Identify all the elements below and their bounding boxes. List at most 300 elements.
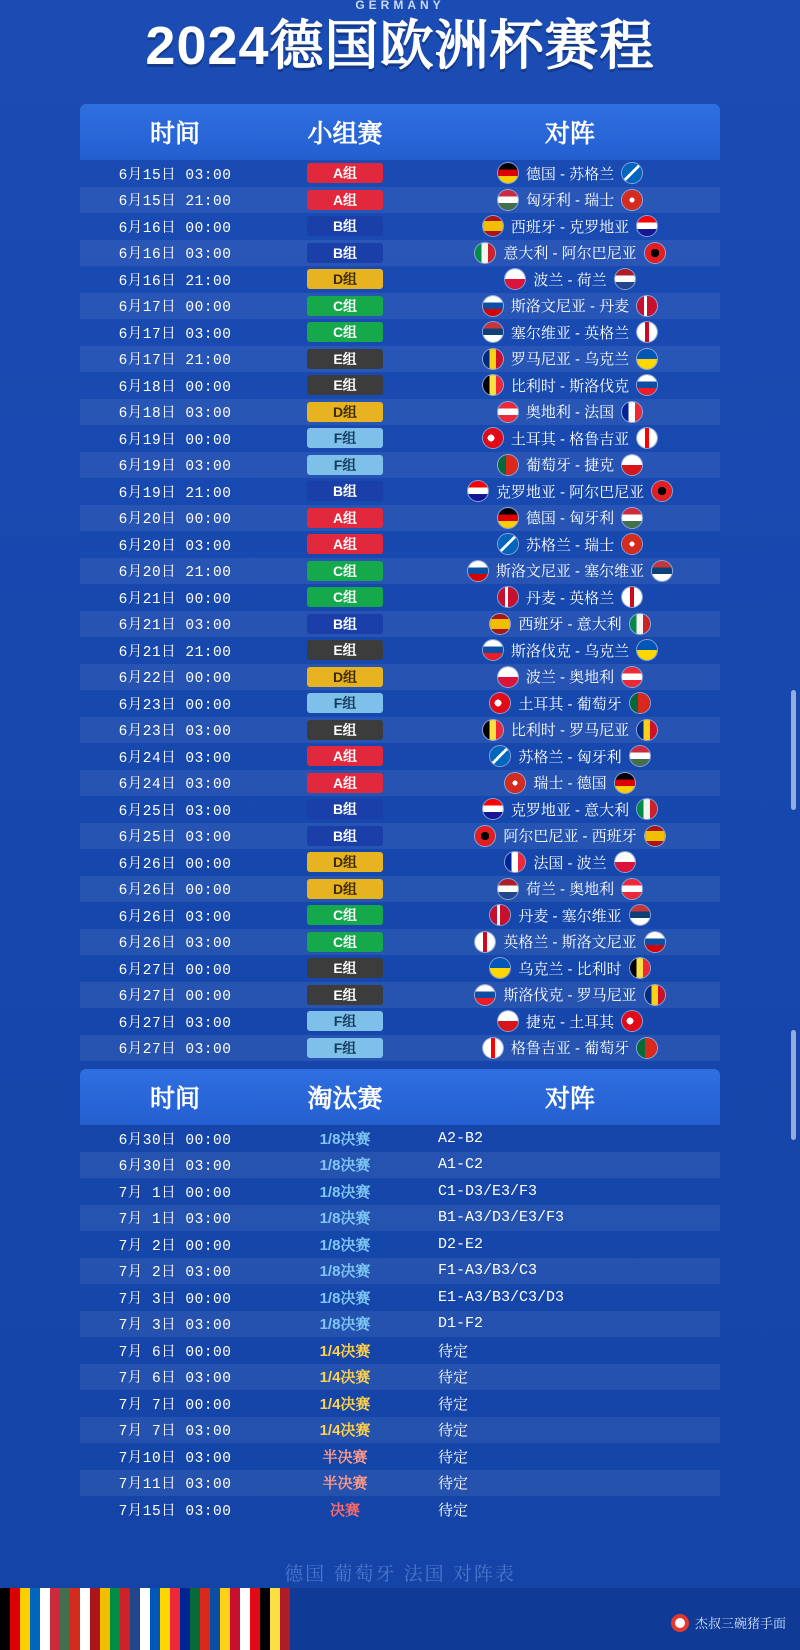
ribbon-stripe	[10, 1588, 20, 1650]
knockout-stage-header	[80, 1069, 720, 1125]
group-badge: A组	[307, 534, 383, 554]
table-row	[80, 1496, 720, 1523]
flag-icon-sk	[637, 375, 657, 395]
match-cell	[420, 746, 720, 767]
match-cell	[420, 1446, 720, 1467]
group-cell	[270, 826, 420, 846]
match-cell	[420, 295, 720, 316]
group-badge: E组	[307, 349, 383, 369]
match-time: 6月26日 03:00	[118, 936, 232, 953]
group-cell	[270, 349, 420, 369]
flag-icon-dk	[637, 296, 657, 316]
group-badge: E组	[307, 985, 383, 1005]
match-code: 待定	[438, 1502, 469, 1520]
flag-icon-ua	[637, 640, 657, 660]
match-teams: 土耳其 - 葡萄牙	[518, 695, 622, 713]
header-stage-ko: 淘汰赛	[307, 1085, 383, 1113]
group-cell	[270, 879, 420, 899]
stage-label: 决赛	[329, 1501, 360, 1519]
stage-cell	[270, 1207, 420, 1228]
ribbon-stripe	[60, 1588, 70, 1650]
match-cell	[420, 825, 720, 846]
flag-icon-al	[475, 826, 495, 846]
stage-label: 半决赛	[322, 1448, 368, 1466]
flag-icon-hr	[483, 799, 503, 819]
stage-label: 1/8决赛	[319, 1263, 371, 1281]
stage-label: 1/8决赛	[319, 1210, 371, 1228]
match-time: 6月16日 03:00	[118, 247, 232, 264]
match-teams: 比利时 - 罗马尼亚	[510, 722, 630, 740]
poster-footer	[0, 1588, 800, 1650]
match-time: 6月26日 00:00	[118, 856, 232, 873]
group-badge: C组	[307, 905, 383, 925]
stage-label: 1/8决赛	[319, 1130, 371, 1148]
match-time: 6月21日 21:00	[118, 644, 232, 661]
match-time: 6月16日 00:00	[118, 220, 232, 237]
flag-icon-de	[498, 508, 518, 528]
table-row	[80, 452, 720, 479]
stage-cell	[270, 1128, 420, 1149]
match-cell	[420, 799, 720, 820]
table-row	[80, 929, 720, 956]
match-teams: 苏格兰 - 匈牙利	[518, 748, 622, 766]
match-time: 6月19日 00:00	[118, 432, 232, 449]
match-time: 6月16日 21:00	[118, 273, 232, 290]
flag-icon-it	[637, 799, 657, 819]
group-cell	[270, 561, 420, 581]
flag-icon-hu	[498, 190, 518, 210]
match-teams: 丹麦 - 英格兰	[525, 589, 615, 607]
group-cell	[270, 667, 420, 687]
knockout-stage-table	[80, 1069, 720, 1523]
group-cell	[270, 455, 420, 475]
flag-icon-ge	[637, 428, 657, 448]
match-cell	[420, 1183, 720, 1200]
ribbon-stripe	[180, 1588, 190, 1650]
table-row	[80, 346, 720, 373]
table-row	[80, 1205, 720, 1232]
flag-icon-dk	[490, 905, 510, 925]
match-teams: 丹麦 - 塞尔维亚	[518, 907, 622, 925]
ribbon-stripe	[280, 1588, 290, 1650]
match-time: 6月20日 00:00	[118, 512, 232, 529]
ribbon-stripe	[140, 1588, 150, 1650]
ribbon-stripe	[130, 1588, 140, 1650]
ribbon-stripe	[100, 1588, 110, 1650]
group-badge: A组	[307, 190, 383, 210]
table-row	[80, 478, 720, 505]
stage-label: 1/8决赛	[319, 1183, 371, 1201]
ribbon-stripe	[40, 1588, 50, 1650]
group-cell	[270, 799, 420, 819]
table-row	[80, 399, 720, 426]
match-teams: 德国 - 匈牙利	[525, 510, 615, 528]
match-cell	[420, 534, 720, 555]
flag-icon-al	[652, 481, 672, 501]
flag-icon-pl	[505, 269, 525, 289]
table-row	[80, 1364, 720, 1391]
table-row	[80, 1035, 720, 1062]
knockout-stage-rows	[80, 1125, 720, 1523]
group-badge: C组	[307, 932, 383, 952]
group-badge: B组	[307, 799, 383, 819]
scrollbar-thumb-upper[interactable]	[791, 690, 796, 810]
match-cell	[420, 666, 720, 687]
stage-label: 1/8决赛	[319, 1157, 371, 1175]
flag-icon-hu	[622, 508, 642, 528]
ribbon-stripe	[90, 1588, 100, 1650]
match-time: 6月22日 00:00	[118, 671, 232, 688]
stage-cell	[270, 1499, 420, 1520]
flag-icon-de	[615, 773, 635, 793]
flag-icon-ro	[483, 349, 503, 369]
flag-icon-be	[630, 958, 650, 978]
group-badge: E组	[307, 958, 383, 978]
group-badge: E组	[307, 640, 383, 660]
group-cell	[270, 720, 420, 740]
flag-icon-pl	[498, 667, 518, 687]
match-cell	[420, 1209, 720, 1226]
flag-icon-rs	[652, 561, 672, 581]
match-cell	[420, 719, 720, 740]
match-time: 7月 2日 03:00	[118, 1265, 232, 1282]
match-time: 6月17日 03:00	[118, 326, 232, 343]
match-time: 7月10日 03:00	[118, 1450, 232, 1467]
match-teams: 斯洛文尼亚 - 塞尔维亚	[495, 563, 645, 581]
table-row	[80, 266, 720, 293]
match-teams: 德国 - 苏格兰	[525, 165, 615, 183]
flag-icon-ro	[645, 985, 665, 1005]
match-time: 6月27日 03:00	[118, 1015, 232, 1032]
match-time: 7月 3日 03:00	[118, 1318, 232, 1335]
group-cell	[270, 905, 420, 925]
stage-cell	[270, 1419, 420, 1440]
match-cell	[420, 375, 720, 396]
match-teams: 瑞士 - 德国	[533, 775, 607, 793]
match-teams: 塞尔维亚 - 英格兰	[510, 324, 630, 342]
stage-cell	[270, 1340, 420, 1361]
group-cell	[270, 481, 420, 501]
match-time: 6月23日 03:00	[118, 724, 232, 741]
ribbon-stripe	[210, 1588, 220, 1650]
match-time: 7月15日 03:00	[118, 1503, 232, 1520]
flag-icon-at	[498, 402, 518, 422]
match-time: 6月26日 03:00	[118, 909, 232, 926]
table-row	[80, 902, 720, 929]
match-cell	[420, 905, 720, 926]
stage-label: 1/8决赛	[319, 1236, 371, 1254]
table-row	[80, 743, 720, 770]
flag-icon-tr	[490, 693, 510, 713]
match-teams: 土耳其 - 格鲁吉亚	[510, 430, 630, 448]
flag-icon-sc	[622, 163, 642, 183]
match-code: B1-A3/D3/E3/F3	[438, 1209, 565, 1227]
group-badge: C组	[307, 296, 383, 316]
stage-label: 1/8决赛	[319, 1289, 371, 1307]
group-badge: C组	[307, 587, 383, 607]
group-badge: F组	[307, 455, 383, 475]
scrollbar-thumb-lower[interactable]	[791, 1030, 796, 1140]
ribbon-stripe	[160, 1588, 170, 1650]
match-code: D2-E2	[438, 1235, 484, 1253]
flag-icon-pt	[637, 1038, 657, 1058]
group-cell	[270, 640, 420, 660]
match-cell	[420, 772, 720, 793]
flag-icon-si	[468, 561, 488, 581]
group-badge: A组	[307, 746, 383, 766]
table-row	[80, 1284, 720, 1311]
table-row	[80, 1178, 720, 1205]
match-code: D1-F2	[438, 1315, 484, 1333]
match-cell	[420, 269, 720, 290]
ribbon-stripe	[170, 1588, 180, 1650]
flag-icon-hr	[637, 216, 657, 236]
ribbon-stripe	[110, 1588, 120, 1650]
match-code: 待定	[438, 1343, 469, 1361]
flag-icon-sc	[490, 746, 510, 766]
flag-icon-sk	[483, 640, 503, 660]
match-teams: 意大利 - 阿尔巴尼亚	[503, 245, 637, 263]
match-teams: 比利时 - 斯洛伐克	[510, 377, 630, 395]
group-cell	[270, 693, 420, 713]
ribbon-stripe	[220, 1588, 230, 1650]
flag-icon-si	[483, 296, 503, 316]
match-cell	[420, 1340, 720, 1361]
group-badge: B组	[307, 614, 383, 634]
flag-icon-hu	[630, 746, 650, 766]
group-badge: D组	[307, 852, 383, 872]
flag-icon-pt	[498, 455, 518, 475]
match-time: 7月 1日 03:00	[118, 1212, 232, 1229]
group-cell	[270, 322, 420, 342]
stage-cell	[270, 1260, 420, 1281]
table-row	[80, 372, 720, 399]
table-row	[80, 1443, 720, 1470]
table-row	[80, 982, 720, 1009]
flag-icon-ua	[490, 958, 510, 978]
flag-icon-ch	[622, 534, 642, 554]
flag-icon-en	[622, 587, 642, 607]
table-row	[80, 1231, 720, 1258]
group-stage-rows	[80, 160, 720, 1061]
flag-icon-ch	[505, 773, 525, 793]
ribbon-stripe	[20, 1588, 30, 1650]
match-code: E1-A3/B3/C3/D3	[438, 1288, 565, 1306]
flag-icon-sk	[475, 985, 495, 1005]
match-cell	[420, 958, 720, 979]
match-cell	[420, 931, 720, 952]
match-teams: 格鲁吉亚 - 葡萄牙	[510, 1040, 630, 1058]
match-time: 7月 7日 03:00	[118, 1424, 232, 1441]
group-badge: B组	[307, 481, 383, 501]
match-teams: 葡萄牙 - 捷克	[525, 457, 615, 475]
group-badge: A组	[307, 508, 383, 528]
stage-label: 1/8决赛	[319, 1316, 371, 1334]
match-cell	[420, 693, 720, 714]
group-badge: D组	[307, 667, 383, 687]
flag-icon-ro	[637, 720, 657, 740]
group-badge: E组	[307, 720, 383, 740]
group-badge: C组	[307, 322, 383, 342]
ribbon-stripe	[30, 1588, 40, 1650]
group-cell	[270, 1011, 420, 1031]
match-teams: 斯洛伐克 - 罗马尼亚	[503, 987, 637, 1005]
table-row	[80, 1311, 720, 1338]
flag-icon-rs	[483, 322, 503, 342]
flag-icon-at	[622, 879, 642, 899]
match-time: 7月 7日 00:00	[118, 1397, 232, 1414]
stage-label: 1/4决赛	[319, 1422, 371, 1440]
match-code: A1-C2	[438, 1156, 484, 1174]
ribbon-stripe	[80, 1588, 90, 1650]
match-cell	[420, 1366, 720, 1387]
group-badge: B组	[307, 216, 383, 236]
ghost-text: 德国 葡萄牙 法国 对阵表	[284, 1564, 516, 1585]
match-time: 6月19日 21:00	[118, 485, 232, 502]
group-badge: D组	[307, 269, 383, 289]
flag-icon-pl	[615, 852, 635, 872]
group-cell	[270, 614, 420, 634]
table-row	[80, 160, 720, 187]
flag-icon-en	[475, 932, 495, 952]
group-badge: F组	[307, 693, 383, 713]
table-row	[80, 1470, 720, 1497]
table-row	[80, 1258, 720, 1285]
header-stage: 小组赛	[307, 120, 383, 148]
table-row	[80, 637, 720, 664]
group-cell	[270, 932, 420, 952]
ribbon-stripe	[70, 1588, 80, 1650]
table-row	[80, 1417, 720, 1444]
match-teams: 波兰 - 奥地利	[525, 669, 615, 687]
group-cell	[270, 375, 420, 395]
ribbon-stripe	[50, 1588, 60, 1650]
group-badge: C组	[307, 561, 383, 581]
group-cell	[270, 163, 420, 183]
match-time: 6月26日 00:00	[118, 883, 232, 900]
table-row	[80, 187, 720, 214]
match-code: 待定	[438, 1476, 469, 1494]
flag-icon-tr	[483, 428, 503, 448]
match-teams: 斯洛伐克 - 乌克兰	[510, 642, 630, 660]
match-teams: 克罗地亚 - 阿尔巴尼亚	[495, 483, 645, 501]
match-teams: 荷兰 - 奥地利	[525, 881, 615, 899]
stage-label: 1/4决赛	[319, 1369, 371, 1387]
flag-icon-ge	[483, 1038, 503, 1058]
table-row	[80, 1337, 720, 1364]
match-time: 6月17日 21:00	[118, 353, 232, 370]
ribbon-stripe	[260, 1588, 270, 1650]
ribbon-stripe	[200, 1588, 210, 1650]
flag-icon-pt	[630, 693, 650, 713]
match-cell	[420, 189, 720, 210]
match-teams: 西班牙 - 意大利	[518, 616, 622, 634]
match-time: 7月 1日 00:00	[118, 1185, 232, 1202]
flag-icon-en	[637, 322, 657, 342]
group-cell	[270, 428, 420, 448]
flag-icon-cz	[498, 1011, 518, 1031]
group-badge: A组	[307, 163, 383, 183]
match-cell	[420, 507, 720, 528]
watermark-text: 杰叔三碗猪手面	[694, 1616, 786, 1631]
table-row	[80, 1152, 720, 1179]
ribbon-stripe	[0, 1588, 10, 1650]
group-cell	[270, 402, 420, 422]
flag-icon-es	[490, 614, 510, 634]
group-badge: F组	[307, 428, 383, 448]
match-time: 6月19日 03:00	[118, 459, 232, 476]
match-teams: 克罗地亚 - 意大利	[510, 801, 630, 819]
match-code: F1-A3/B3/C3	[438, 1262, 538, 1280]
match-cell	[420, 640, 720, 661]
match-cell	[420, 852, 720, 873]
match-time: 7月 3日 00:00	[118, 1291, 232, 1308]
table-row	[80, 531, 720, 558]
group-badge: B组	[307, 243, 383, 263]
match-teams: 捷克 - 土耳其	[525, 1013, 615, 1031]
match-cell	[420, 1262, 720, 1279]
match-cell	[420, 481, 720, 502]
stage-cell	[270, 1154, 420, 1175]
match-cell	[420, 1130, 720, 1147]
flag-icon-cz	[622, 455, 642, 475]
stage-cell	[270, 1313, 420, 1334]
match-code: 待定	[438, 1423, 469, 1441]
header-match: 对阵	[544, 120, 595, 148]
flag-icon-be	[483, 375, 503, 395]
match-cell	[420, 454, 720, 475]
poster-banner	[0, 0, 800, 96]
match-cell	[420, 560, 720, 581]
match-time: 6月24日 03:00	[118, 777, 232, 794]
header-time: 时间	[149, 120, 200, 148]
flag-icon-tr	[622, 1011, 642, 1031]
table-row	[80, 796, 720, 823]
weibo-icon	[671, 1614, 689, 1632]
flag-icon-hr	[468, 481, 488, 501]
flag-icon-be	[483, 720, 503, 740]
stage-cell	[270, 1287, 420, 1308]
match-cell	[420, 1499, 720, 1520]
flag-icon-rs	[630, 905, 650, 925]
table-row	[80, 1008, 720, 1035]
match-cell	[420, 1472, 720, 1493]
ribbon-stripe	[240, 1588, 250, 1650]
match-time: 6月30日 00:00	[118, 1132, 232, 1149]
match-code: A2-B2	[438, 1129, 484, 1147]
table-row	[80, 690, 720, 717]
stage-label: 半决赛	[322, 1475, 368, 1493]
group-cell	[270, 508, 420, 528]
match-teams: 罗马尼亚 - 乌克兰	[510, 351, 630, 369]
match-time: 6月18日 00:00	[118, 379, 232, 396]
table-row	[80, 664, 720, 691]
match-cell	[420, 1037, 720, 1058]
group-badge: D组	[307, 402, 383, 422]
match-time: 6月21日 00:00	[118, 591, 232, 608]
group-cell	[270, 773, 420, 793]
match-time: 6月20日 03:00	[118, 538, 232, 555]
match-code: 待定	[438, 1396, 469, 1414]
table-row	[80, 293, 720, 320]
group-cell	[270, 534, 420, 554]
group-cell	[270, 1038, 420, 1058]
table-row	[80, 558, 720, 585]
group-badge: F组	[307, 1011, 383, 1031]
match-cell	[420, 1393, 720, 1414]
ribbon-stripe	[250, 1588, 260, 1650]
group-badge: D组	[307, 879, 383, 899]
